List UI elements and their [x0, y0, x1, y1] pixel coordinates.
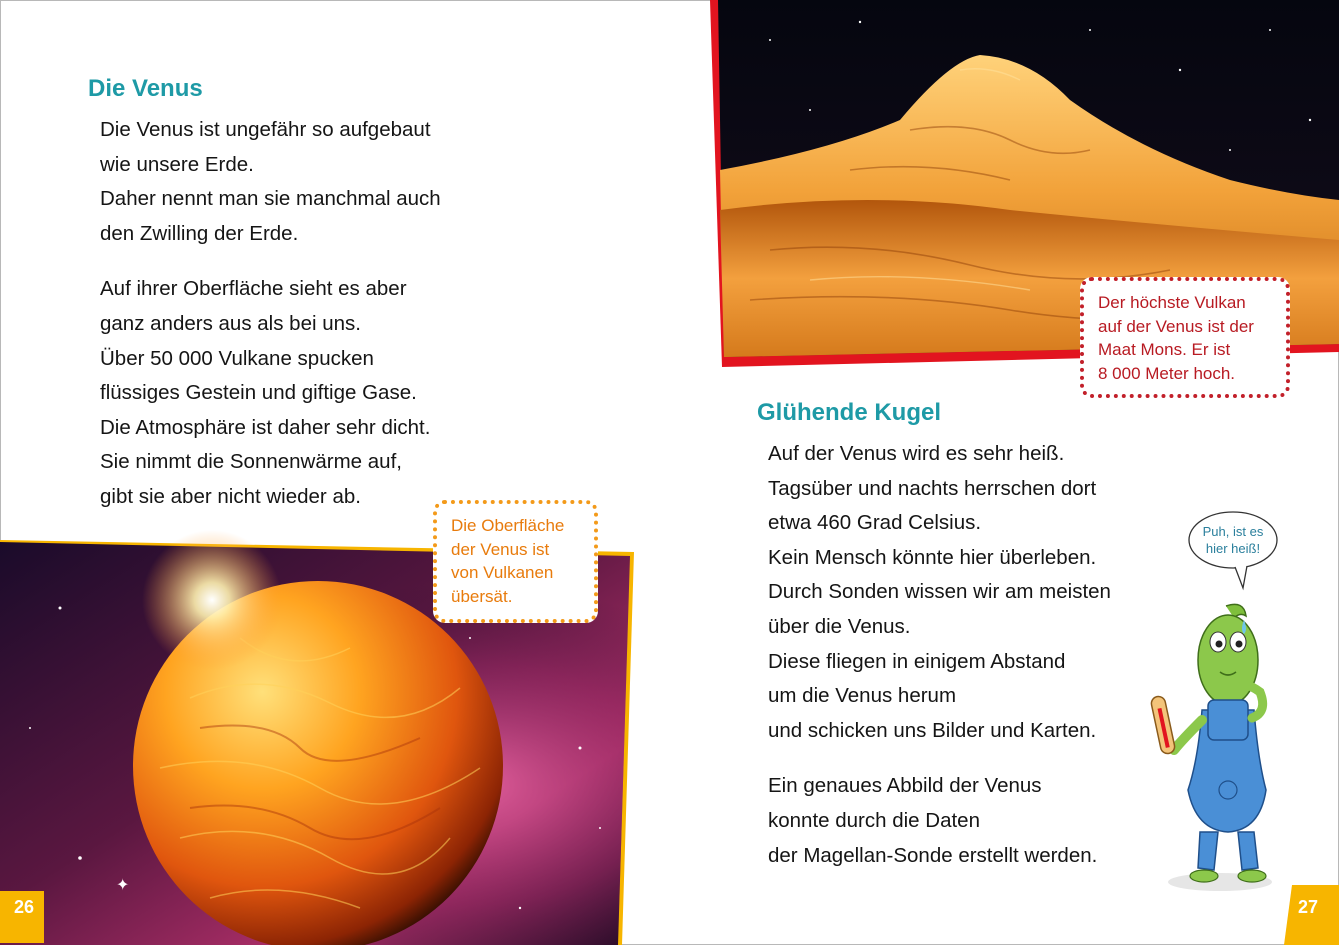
text-line: der Magellan-Sonde erstellt werden.	[768, 843, 1098, 867]
text-line: über die Venus.	[768, 614, 911, 638]
text-line: Auf der Venus wird es sehr heiß.	[768, 442, 1065, 465]
callout-line: von Vulkanen	[451, 563, 554, 582]
left-heading: Die Venus	[88, 75, 203, 102]
callout-line: Der höchste Vulkan	[1098, 293, 1246, 312]
text-line: Über 50 000 Vulkane spucken	[100, 346, 374, 370]
text-line: Diese fliegen in einigem Abstand	[768, 649, 1066, 673]
callout-line: auf der Venus ist der	[1098, 316, 1254, 336]
text-line: flüssiges Gestein und giftige Gase.	[100, 381, 417, 405]
speech-bubble	[1185, 508, 1285, 592]
text-line: Kein Mensch könnte hier überleben.	[768, 545, 1097, 569]
callout-line: Die Oberfläche	[451, 516, 565, 535]
speech-line: Puh, ist es	[1202, 524, 1264, 539]
text-line: Die Venus ist ungefähr so aufgebaut	[100, 118, 431, 141]
text-line: Sie nimmt die Sonnenwärme auf,	[100, 450, 402, 474]
text-line: wie unsere Erde.	[100, 152, 254, 176]
right-heading: Glühende Kugel	[757, 399, 942, 426]
right-text-block	[768, 437, 1111, 873]
text-line: Tagsüber und nachts herrschen dort	[768, 476, 1097, 500]
svg-text:✦: ✦	[116, 875, 130, 894]
callout-line: 8 000 Meter hoch.	[1098, 363, 1236, 383]
text-line: Auf ihrer Oberfläche sieht es aber	[100, 277, 407, 301]
callout-maat-mons	[1080, 277, 1290, 398]
alien-mascot-with-thermometer	[1148, 600, 1278, 895]
text-line: den Zwilling der Erde.	[100, 221, 299, 245]
paragraph-gap	[100, 251, 441, 272]
text-line: etwa 460 Grad Celsius.	[768, 511, 982, 535]
text-line: um die Venus herum	[768, 684, 957, 708]
text-line: ganz anders aus als bei uns.	[100, 311, 361, 335]
callout-line: übersät.	[451, 586, 513, 606]
speech-line: hier heiß!	[1205, 541, 1261, 556]
paragraph-gap	[768, 748, 1111, 769]
text-line: Ein genaues Abbild der Venus	[768, 774, 1042, 798]
left-text-block	[100, 113, 441, 515]
callout-line: der Venus ist	[451, 539, 550, 559]
page-number-left: 26	[14, 897, 35, 917]
text-line: gibt sie aber nicht wieder ab.	[100, 484, 361, 508]
text-line: und schicken uns Bilder und Karten.	[768, 718, 1097, 742]
page-number-right: 27	[1298, 897, 1319, 917]
text-line: Daher nennt man sie manchmal auch	[100, 187, 441, 211]
text-line: Die Atmosphäre ist daher sehr dicht.	[100, 415, 431, 439]
text-line: konnte durch die Daten	[768, 808, 980, 832]
callout-line: Maat Mons. Er ist	[1098, 340, 1231, 359]
text-line: Durch Sonden wissen wir am meisten	[768, 580, 1111, 604]
callout-volcanoes	[433, 500, 598, 623]
